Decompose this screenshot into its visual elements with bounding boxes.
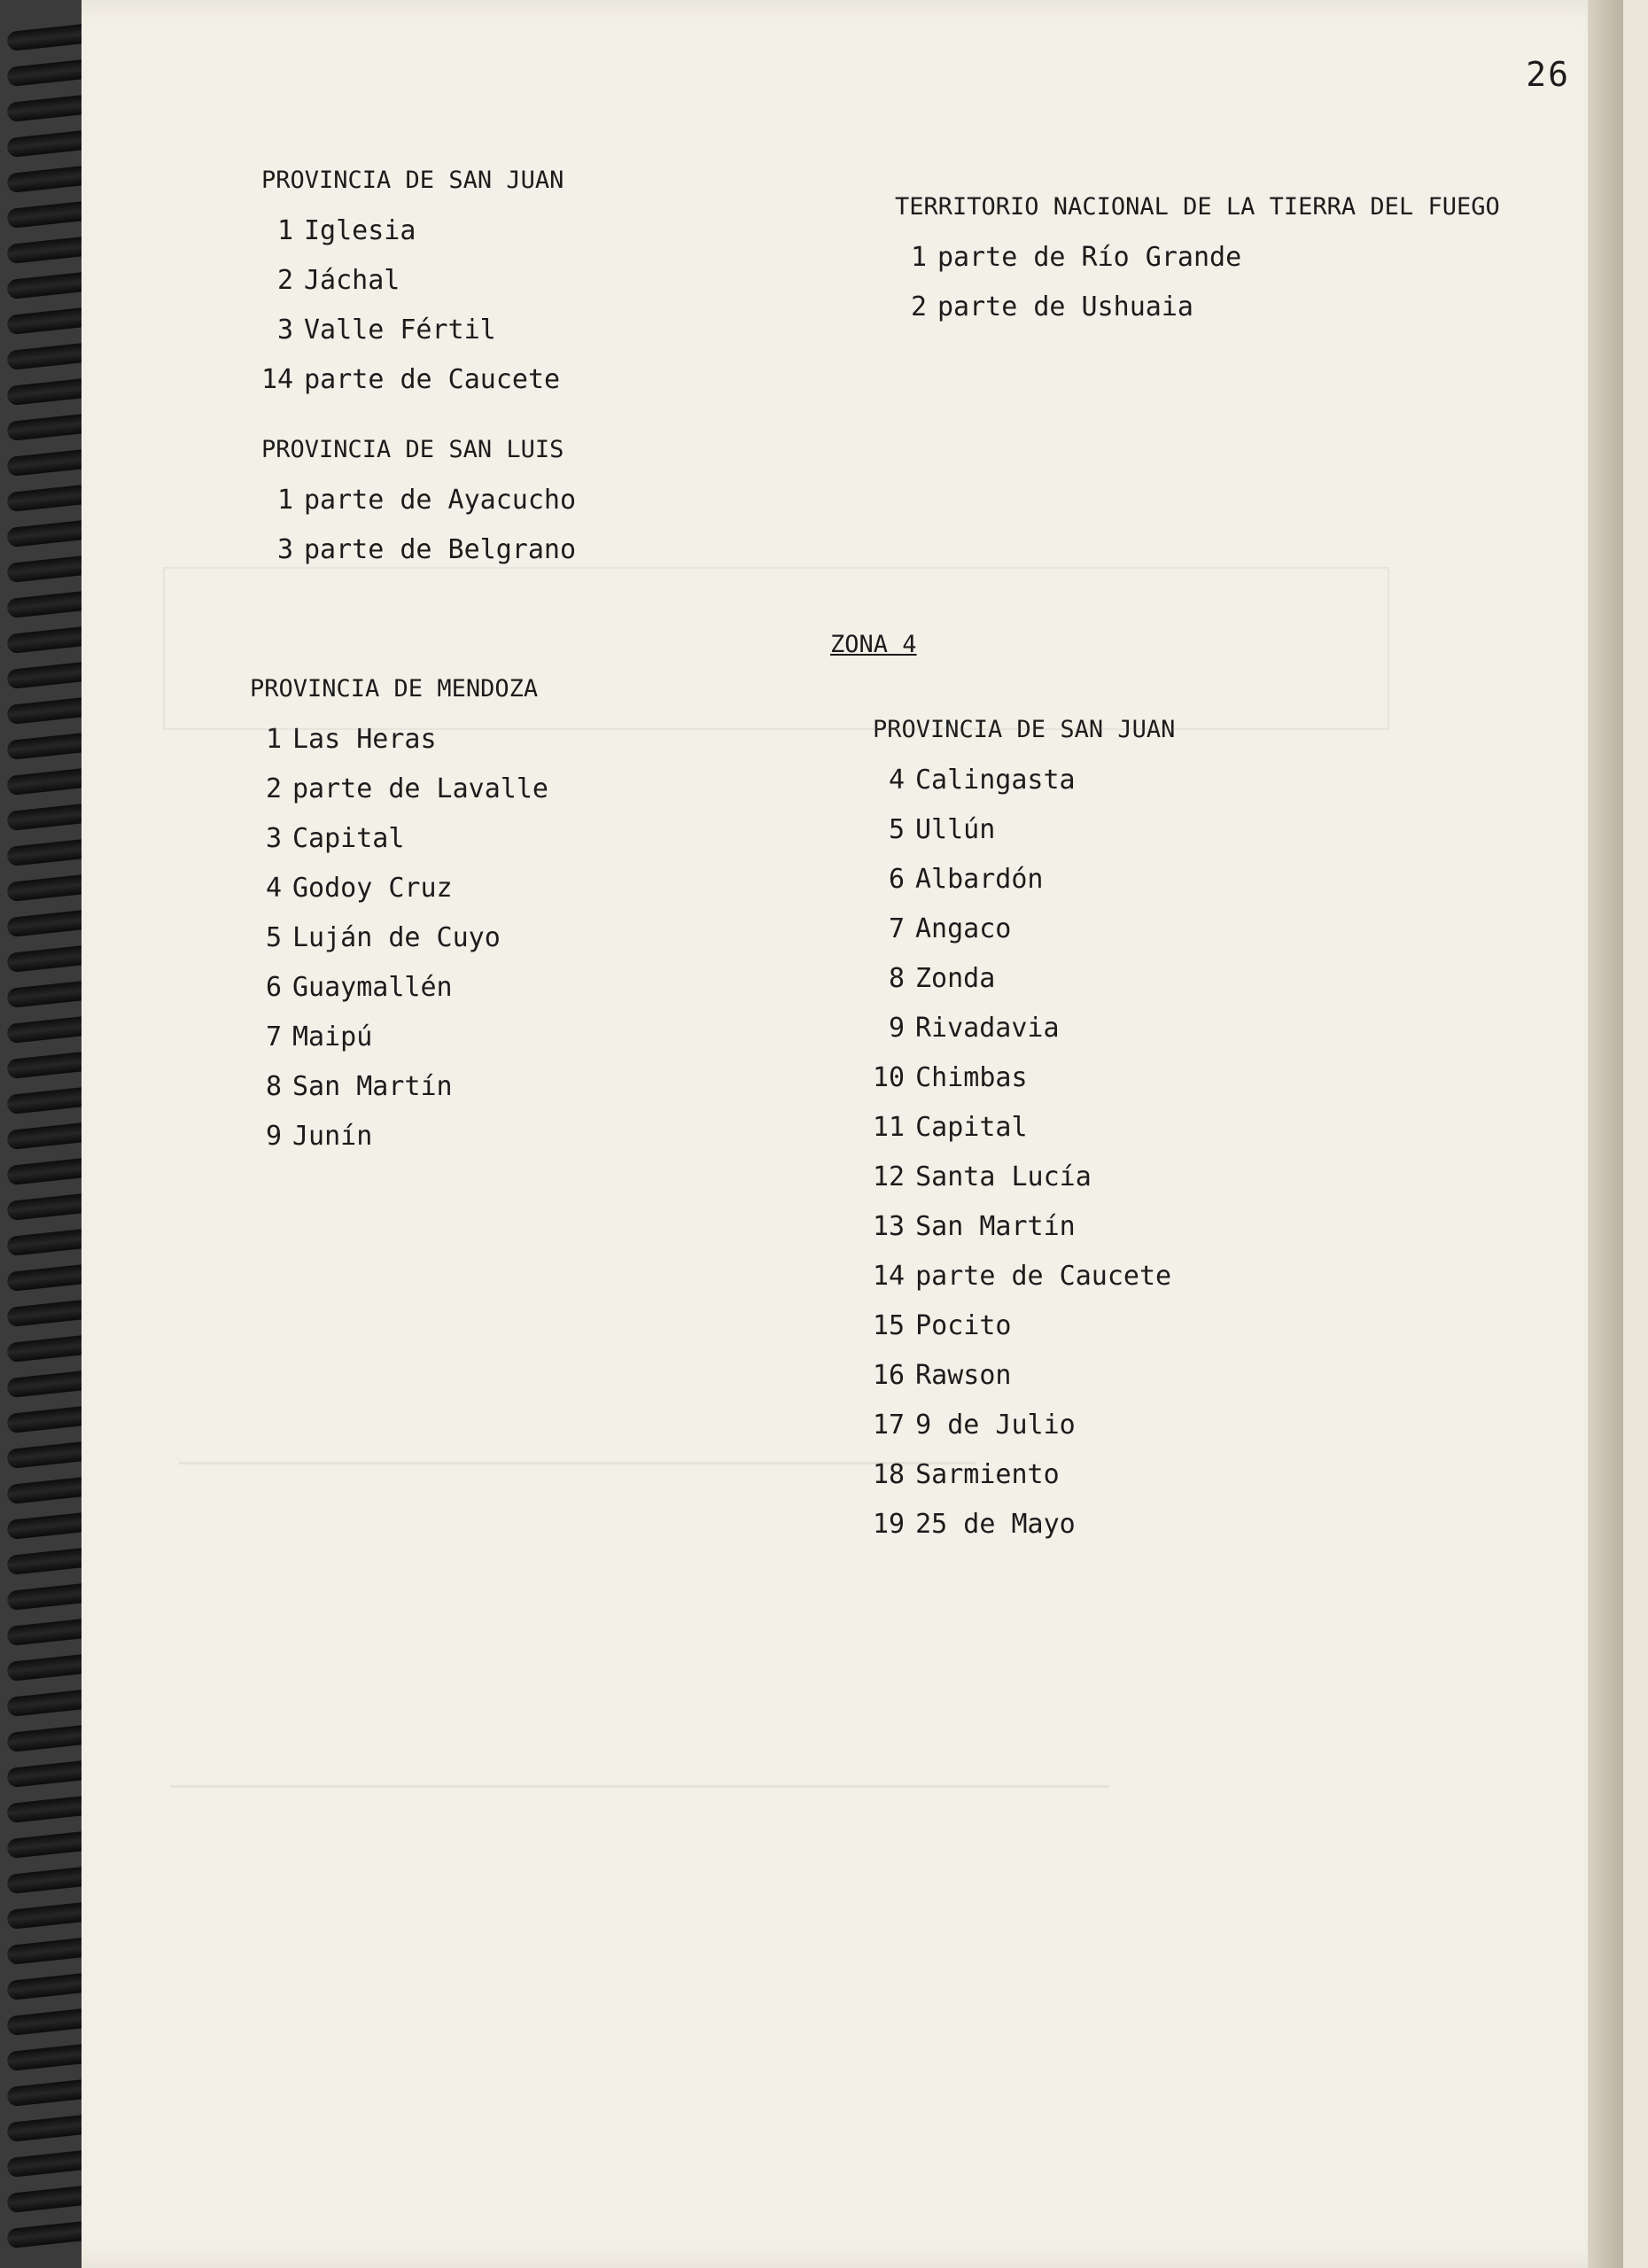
list-item [873, 1153, 1175, 1202]
list-item [250, 913, 548, 963]
item-name: 9 de Julio [915, 1410, 1076, 1441]
item-name: Capital [292, 823, 405, 854]
item-name: Chimbas [915, 1062, 1028, 1093]
item-number: 3 [276, 534, 293, 565]
item-name: parte de Caucete [304, 364, 561, 395]
list-item [261, 476, 576, 525]
item-number: 11 [873, 1112, 906, 1143]
bleed-through-line [179, 1462, 976, 1464]
district-list [895, 233, 1500, 332]
list-item [873, 1053, 1175, 1103]
item-name: Albardón [915, 864, 1044, 895]
item-name: Santa Lucía [915, 1161, 1092, 1192]
item-number: 1 [910, 242, 927, 273]
item-name: Pocito [915, 1310, 1012, 1341]
list-item [261, 256, 564, 306]
item-number: 2 [276, 265, 293, 296]
item-number: 14 [261, 364, 294, 395]
list-item [250, 814, 548, 864]
item-name: San Martín [915, 1211, 1076, 1242]
list-item [895, 233, 1500, 283]
section-tierra-del-fuego [895, 193, 1500, 332]
item-number: 3 [276, 315, 293, 346]
item-name: parte de Ayacucho [304, 485, 577, 516]
item-name: Rawson [915, 1360, 1012, 1391]
item-number: 4 [265, 873, 282, 904]
list-item [873, 756, 1175, 805]
item-name: Luján de Cuyo [292, 922, 501, 953]
section-heading: TERRITORIO NACIONAL DE LA TIERRA DEL FUEGO [895, 193, 1500, 221]
list-item [261, 306, 564, 355]
item-name: Jáchal [304, 265, 400, 296]
district-list [261, 476, 576, 575]
item-name: Calingasta [915, 765, 1076, 796]
item-name: Iglesia [304, 215, 416, 246]
list-item [873, 905, 1175, 954]
item-number: 2 [265, 773, 282, 804]
list-item [873, 1301, 1175, 1351]
page-number: 26 [1526, 55, 1570, 94]
zona-heading: ZONA 4 [830, 631, 917, 658]
list-item [250, 1112, 548, 1161]
item-number: 5 [888, 814, 905, 845]
item-number: 10 [873, 1062, 906, 1093]
item-number: 1 [276, 485, 293, 516]
list-item [873, 1500, 1175, 1550]
list-item [895, 283, 1500, 332]
item-number: 15 [873, 1310, 906, 1341]
list-item [250, 963, 548, 1013]
item-number: 9 [265, 1121, 282, 1152]
list-item [873, 1450, 1175, 1500]
item-name: Angaco [915, 913, 1012, 944]
list-item [873, 855, 1175, 905]
section-san-juan-right [873, 716, 1175, 1550]
item-number: 1 [265, 724, 282, 755]
item-number: 6 [265, 972, 282, 1003]
list-item [873, 1202, 1175, 1252]
item-name: Las Heras [292, 724, 437, 755]
item-number: 6 [888, 864, 905, 895]
district-list [250, 715, 548, 1161]
item-name: Zonda [915, 963, 996, 994]
item-name: parte de Ushuaia [937, 291, 1193, 322]
page-edge [1588, 0, 1623, 2268]
item-name: Sarmiento [915, 1459, 1060, 1490]
item-number: 7 [265, 1021, 282, 1052]
item-name: Junín [292, 1121, 373, 1152]
item-name: Ullún [915, 814, 996, 845]
item-name: Rivadavia [915, 1013, 1060, 1044]
item-name: Godoy Cruz [292, 873, 453, 904]
list-item [261, 525, 576, 575]
list-item [873, 1004, 1175, 1053]
item-name: Valle Fértil [304, 315, 496, 346]
district-list [261, 206, 564, 405]
list-item [250, 715, 548, 765]
list-item [250, 1013, 548, 1062]
item-number: 7 [888, 913, 905, 944]
item-name: parte de Caucete [915, 1261, 1172, 1292]
item-number: 13 [873, 1211, 906, 1242]
item-name: parte de Belgrano [304, 534, 577, 565]
item-number: 3 [265, 823, 282, 854]
item-number: 4 [888, 765, 905, 796]
list-item [873, 805, 1175, 855]
list-item [250, 1062, 548, 1112]
list-item [250, 765, 548, 814]
section-heading: PROVINCIA DE SAN LUIS [261, 436, 564, 463]
list-item [250, 864, 548, 913]
list-item [873, 1351, 1175, 1401]
item-name: Guaymallén [292, 972, 453, 1003]
item-number: 12 [873, 1161, 906, 1192]
item-number: 5 [265, 922, 282, 953]
item-number: 19 [873, 1509, 906, 1540]
item-number: 16 [873, 1360, 906, 1391]
item-number: 14 [873, 1261, 906, 1292]
district-list [873, 756, 1175, 1550]
list-item [261, 206, 564, 256]
item-name: parte de Río Grande [937, 242, 1242, 273]
item-name: Capital [915, 1112, 1028, 1143]
section-mendoza [250, 675, 548, 1161]
item-name: 25 de Mayo [915, 1509, 1076, 1540]
section-san-luis [261, 436, 576, 575]
item-name: parte de Lavalle [292, 773, 548, 804]
section-heading: PROVINCIA DE MENDOZA [250, 675, 539, 703]
item-number: 9 [888, 1013, 905, 1044]
bleed-through-line [170, 1785, 1109, 1788]
item-number: 17 [873, 1410, 906, 1441]
item-number: 18 [873, 1459, 906, 1490]
item-name: San Martín [292, 1071, 453, 1102]
item-number: 1 [276, 215, 293, 246]
list-item [261, 355, 564, 405]
item-name: Maipú [292, 1021, 373, 1052]
list-item [873, 954, 1175, 1004]
section-heading: PROVINCIA DE SAN JUAN [261, 167, 564, 194]
document-page [82, 0, 1623, 2268]
item-number: 8 [888, 963, 905, 994]
item-number: 2 [910, 291, 927, 322]
section-san-juan-left [261, 167, 564, 405]
section-heading: PROVINCIA DE SAN JUAN [873, 716, 1176, 743]
list-item [873, 1103, 1175, 1153]
item-number: 8 [265, 1071, 282, 1102]
list-item [873, 1401, 1175, 1450]
list-item [873, 1252, 1175, 1301]
